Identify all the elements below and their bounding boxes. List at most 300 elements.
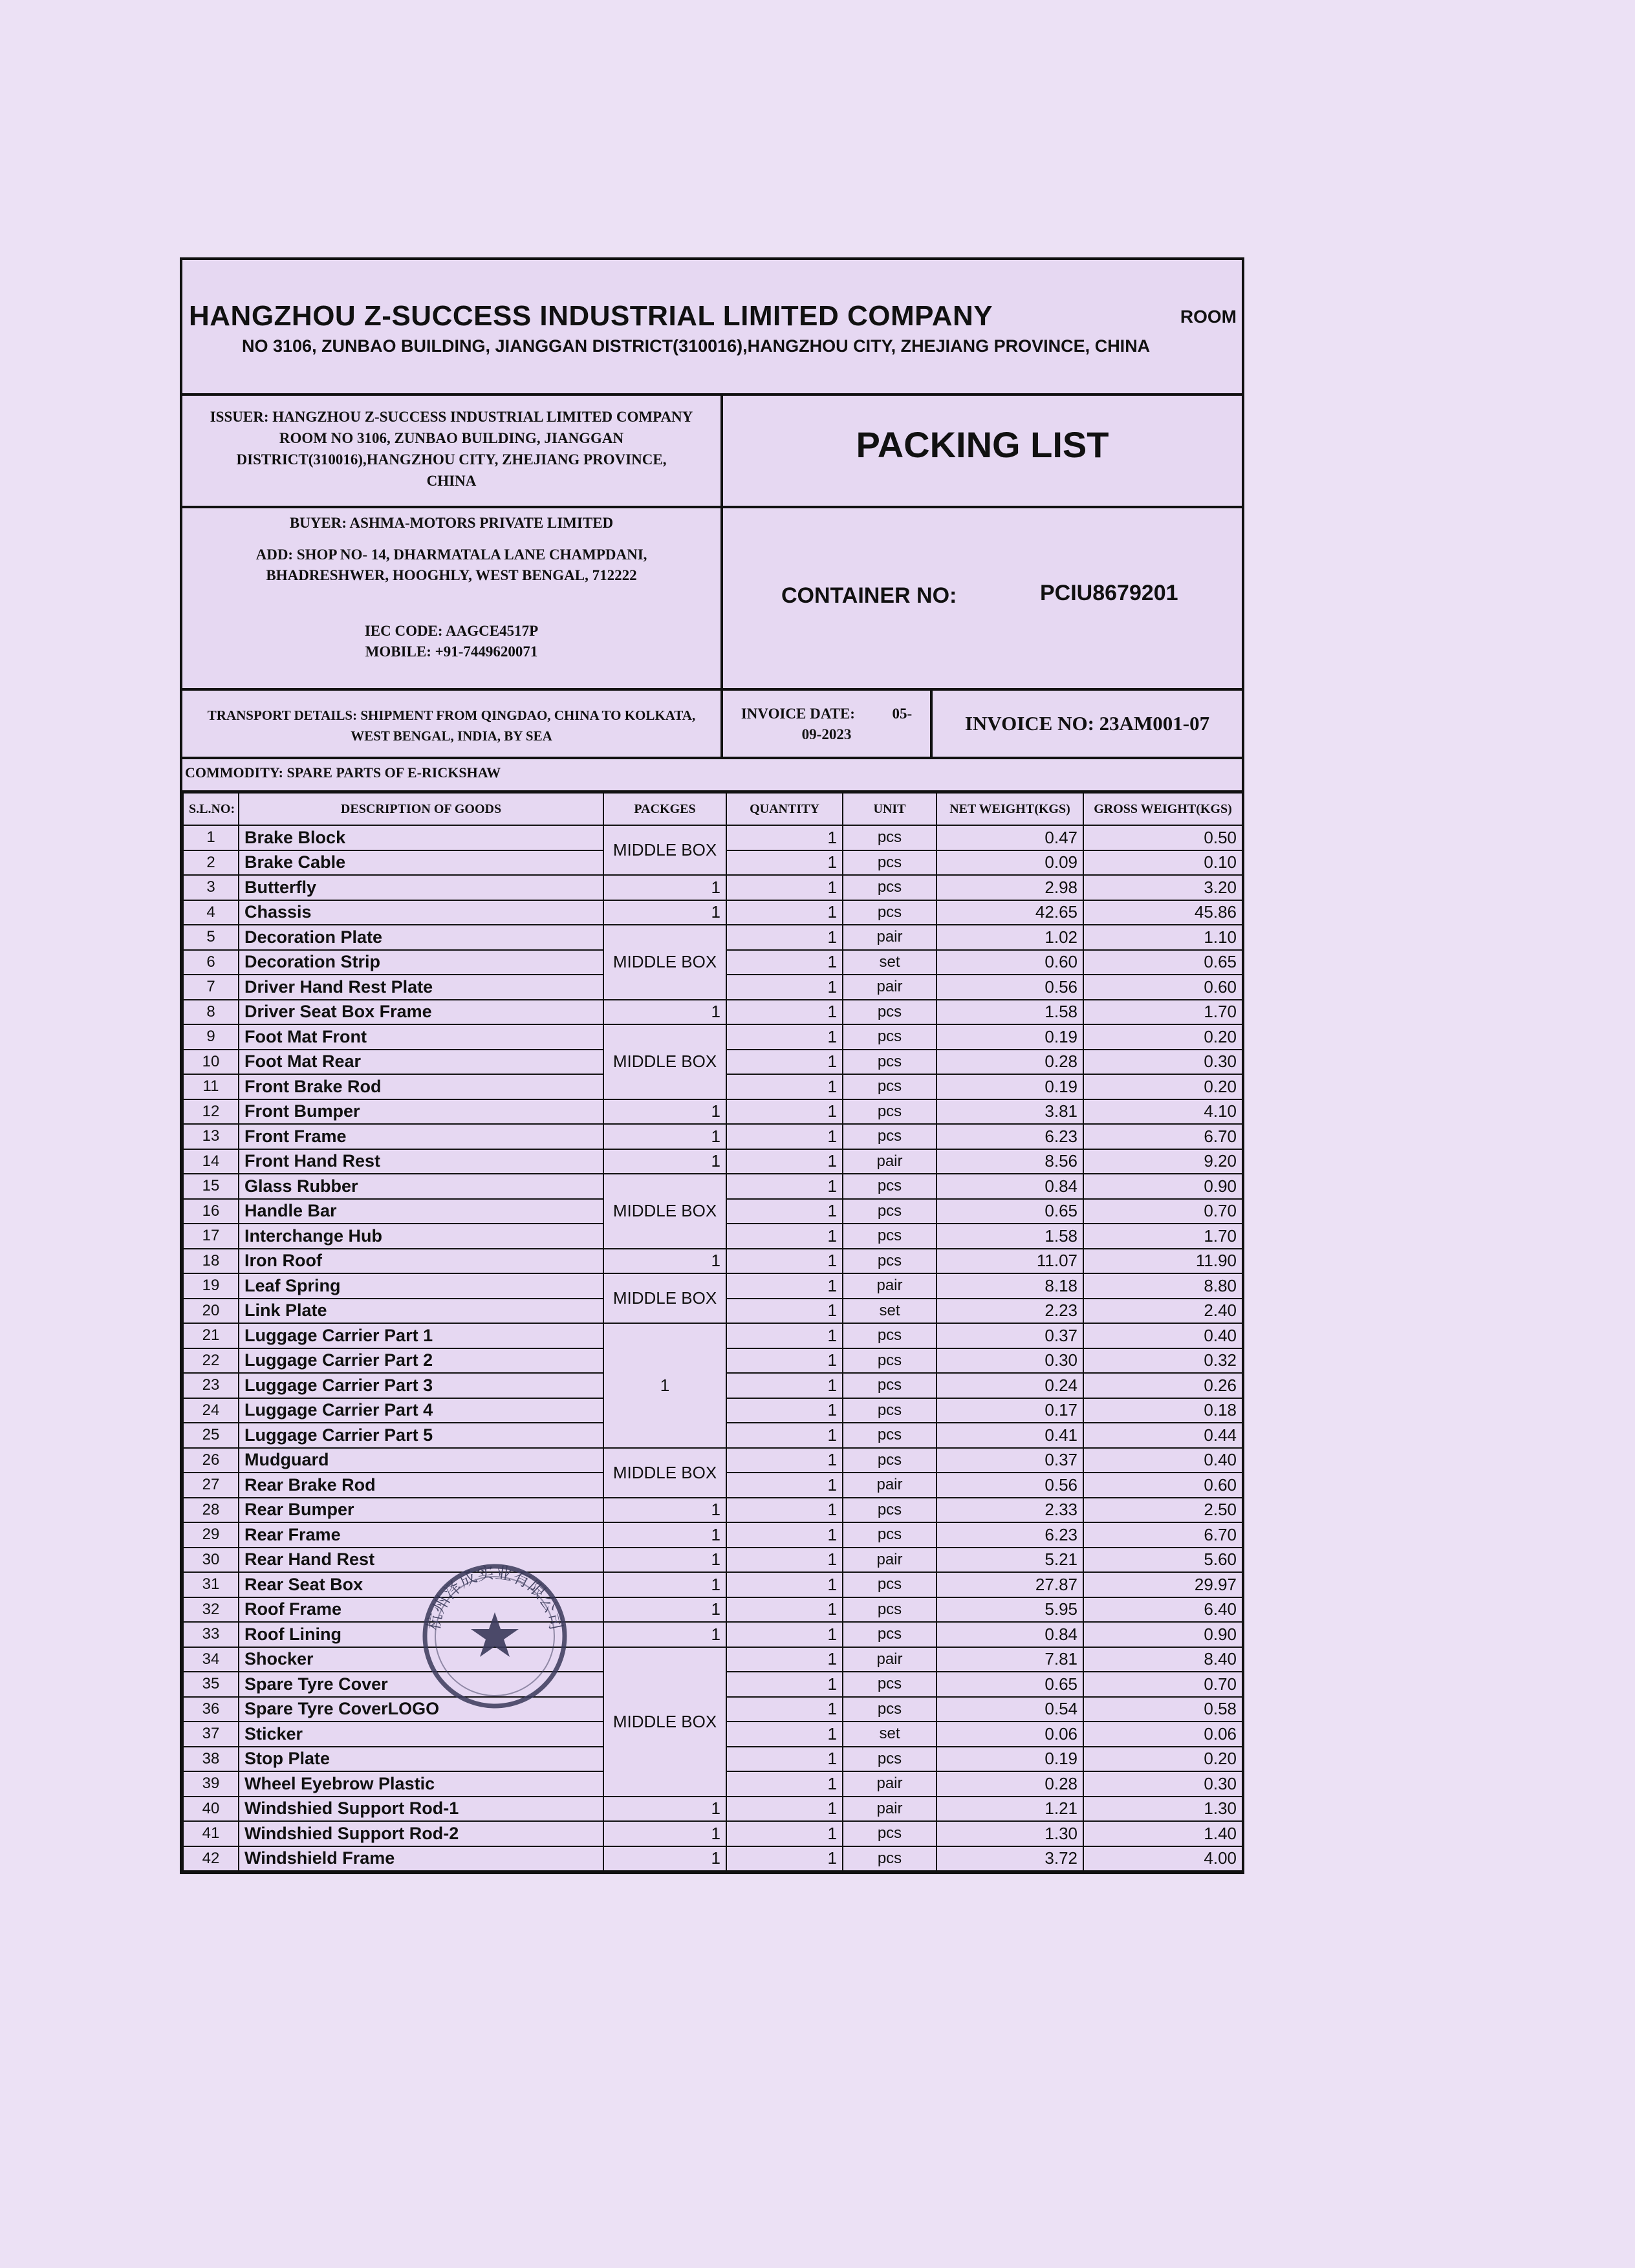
- buyer-row: [182, 508, 1242, 691]
- cell-quantity: 1: [726, 1597, 843, 1623]
- cell-gross-weight: 5.60: [1083, 1548, 1242, 1573]
- cell-net-weight: 8.56: [937, 1149, 1083, 1174]
- cell-gross-weight: 0.30: [1083, 1771, 1242, 1797]
- cell-sl: 26: [183, 1448, 239, 1473]
- col-header-sl: S.L.NO:: [183, 793, 239, 825]
- cell-unit: pcs: [843, 1249, 937, 1274]
- cell-quantity: 1: [726, 1174, 843, 1199]
- cell-description: Roof Lining: [239, 1622, 603, 1647]
- cell-sl: 8: [183, 1000, 239, 1025]
- cell-sl: 30: [183, 1548, 239, 1573]
- cell-sl: 21: [183, 1323, 239, 1348]
- cell-gross-weight: 0.44: [1083, 1423, 1242, 1448]
- cell-unit: pcs: [843, 875, 937, 900]
- container-number: PCIU8679201: [1040, 581, 1178, 605]
- cell-quantity: 1: [726, 1398, 843, 1423]
- issuer-line: ISSUER: HANGZHOU Z-SUCCESS INDUSTRIAL LIMITED COMPANY: [210, 409, 693, 425]
- cell-description: Brake Block: [239, 825, 603, 850]
- issuer-block: [182, 396, 723, 506]
- col-header-desc: DESCRIPTION OF GOODS: [239, 793, 603, 825]
- cell-description: Decoration Strip: [239, 950, 603, 975]
- cell-unit: pcs: [843, 1174, 937, 1199]
- cell-unit: pcs: [843, 850, 937, 876]
- cell-description: Interchange Hub: [239, 1224, 603, 1249]
- cell-unit: pcs: [843, 1747, 937, 1772]
- cell-packages: 1: [603, 1622, 726, 1647]
- cell-description: Front Frame: [239, 1124, 603, 1149]
- cell-quantity: 1: [726, 1124, 843, 1149]
- cell-gross-weight: 4.10: [1083, 1099, 1242, 1125]
- cell-net-weight: 1.58: [937, 1000, 1083, 1025]
- cell-quantity: 1: [726, 975, 843, 1000]
- cell-description: Handle Bar: [239, 1199, 603, 1224]
- cell-packages: MIDDLE BOX: [603, 1273, 726, 1323]
- transport-details: [182, 691, 723, 757]
- issuer-line: DISTRICT(310016),HANGZHOU CITY, ZHEJIANG PROVINCE,: [236, 451, 667, 468]
- container-block: [723, 508, 1242, 688]
- table-row: [183, 1448, 1242, 1473]
- table-row: [183, 1498, 1242, 1523]
- seal-text: 杭州泽成实业有限公司: [424, 1563, 566, 1632]
- cell-packages: 1: [603, 1498, 726, 1523]
- buyer-mobile: MOBILE: +91-7449620071: [365, 643, 538, 660]
- cell-sl: 7: [183, 975, 239, 1000]
- cell-description: Link Plate: [239, 1299, 603, 1324]
- company-address: NO 3106, ZUNBAO BUILDING, JIANGGAN DISTRICT(310016),HANGZHOU CITY, ZHEJIANG PROVINCE, CHINA: [242, 336, 1151, 356]
- document-frame: [180, 257, 1244, 792]
- cell-description: Brake Cable: [239, 850, 603, 876]
- cell-quantity: 1: [726, 925, 843, 950]
- cell-unit: set: [843, 1722, 937, 1747]
- cell-gross-weight: 9.20: [1083, 1149, 1242, 1174]
- buyer-address-line: BHADRESHWER, HOOGHLY, WEST BENGAL, 712222: [266, 567, 637, 583]
- cell-gross-weight: 0.70: [1083, 1199, 1242, 1224]
- cell-description: Shocker: [239, 1647, 603, 1672]
- table-row: [183, 1174, 1242, 1199]
- cell-gross-weight: 1.10: [1083, 925, 1242, 950]
- cell-net-weight: 0.19: [937, 1024, 1083, 1050]
- table-row: [183, 900, 1242, 925]
- cell-gross-weight: 0.65: [1083, 950, 1242, 975]
- cell-description: Windshied Support Rod-1: [239, 1797, 603, 1822]
- cell-quantity: 1: [726, 1647, 843, 1672]
- cell-net-weight: 1.21: [937, 1797, 1083, 1822]
- table-row: [183, 875, 1242, 900]
- cell-description: Foot Mat Rear: [239, 1050, 603, 1075]
- cell-unit: pcs: [843, 1697, 937, 1722]
- cell-net-weight: 0.84: [937, 1174, 1083, 1199]
- cell-net-weight: 0.56: [937, 975, 1083, 1000]
- cell-unit: pair: [843, 1473, 937, 1498]
- packing-list-sheet: [180, 257, 1244, 1874]
- cell-quantity: 1: [726, 1498, 843, 1523]
- cell-gross-weight: 6.70: [1083, 1124, 1242, 1149]
- cell-gross-weight: 3.20: [1083, 875, 1242, 900]
- cell-quantity: 1: [726, 1373, 843, 1398]
- cell-sl: 2: [183, 850, 239, 876]
- cell-sl: 23: [183, 1373, 239, 1398]
- table-row: [183, 1273, 1242, 1299]
- cell-sl: 20: [183, 1299, 239, 1324]
- cell-sl: 40: [183, 1797, 239, 1822]
- invoice-date-line: INVOICE DATE: 05-: [741, 706, 913, 722]
- cell-unit: pcs: [843, 1099, 937, 1125]
- cell-sl: 18: [183, 1249, 239, 1274]
- goods-table: [182, 792, 1243, 1872]
- cell-net-weight: 1.30: [937, 1821, 1083, 1846]
- cell-packages: 1: [603, 1323, 726, 1448]
- cell-unit: pcs: [843, 1498, 937, 1523]
- cell-unit: pcs: [843, 1348, 937, 1374]
- cell-quantity: 1: [726, 1000, 843, 1025]
- table-header-row: [183, 793, 1242, 825]
- cell-gross-weight: 0.26: [1083, 1373, 1242, 1398]
- cell-packages: 1: [603, 1000, 726, 1025]
- cell-description: Luggage Carrier Part 3: [239, 1373, 603, 1398]
- cell-net-weight: 8.18: [937, 1273, 1083, 1299]
- cell-gross-weight: 0.32: [1083, 1348, 1242, 1374]
- cell-description: Rear Bumper: [239, 1498, 603, 1523]
- cell-net-weight: 5.95: [937, 1597, 1083, 1623]
- cell-gross-weight: 0.20: [1083, 1747, 1242, 1772]
- commodity-line: COMMODITY: SPARE PARTS OF E-RICKSHAW: [182, 759, 1242, 792]
- cell-quantity: 1: [726, 1747, 843, 1772]
- cell-net-weight: 0.19: [937, 1074, 1083, 1099]
- cell-description: Windshield Frame: [239, 1846, 603, 1872]
- buyer-codes: [182, 621, 720, 662]
- col-header-unit: UNIT: [843, 793, 937, 825]
- company-name: HANGZHOU Z-SUCCESS INDUSTRIAL LIMITED COMPANY: [189, 300, 993, 332]
- cell-packages: 1: [603, 1099, 726, 1125]
- cell-description: Rear Seat Box: [239, 1572, 603, 1597]
- cell-net-weight: 0.54: [937, 1697, 1083, 1722]
- cell-unit: pcs: [843, 825, 937, 850]
- cell-sl: 41: [183, 1821, 239, 1846]
- cell-net-weight: 0.30: [937, 1348, 1083, 1374]
- cell-description: Driver Hand Rest Plate: [239, 975, 603, 1000]
- cell-net-weight: 42.65: [937, 900, 1083, 925]
- cell-unit: pair: [843, 925, 937, 950]
- cell-net-weight: 3.81: [937, 1099, 1083, 1125]
- cell-quantity: 1: [726, 1697, 843, 1722]
- cell-unit: pcs: [843, 1024, 937, 1050]
- buyer-address: [182, 545, 720, 586]
- table-row: [183, 1647, 1242, 1672]
- cell-unit: pcs: [843, 1373, 937, 1398]
- cell-sl: 29: [183, 1522, 239, 1548]
- cell-net-weight: 0.28: [937, 1050, 1083, 1075]
- cell-packages: MIDDLE BOX: [603, 1024, 726, 1099]
- cell-net-weight: 0.56: [937, 1473, 1083, 1498]
- cell-quantity: 1: [726, 1249, 843, 1274]
- issuer-line: ROOM NO 3106, ZUNBAO BUILDING, JIANGGAN: [279, 430, 624, 446]
- cell-unit: pair: [843, 1548, 937, 1573]
- table-row: [183, 1846, 1242, 1872]
- cell-gross-weight: 0.18: [1083, 1398, 1242, 1423]
- cell-description: Front Hand Rest: [239, 1149, 603, 1174]
- cell-unit: set: [843, 950, 937, 975]
- cell-quantity: 1: [726, 1672, 843, 1697]
- cell-packages: MIDDLE BOX: [603, 1448, 726, 1498]
- cell-unit: pcs: [843, 1622, 937, 1647]
- cell-quantity: 1: [726, 1299, 843, 1324]
- cell-net-weight: 0.47: [937, 825, 1083, 850]
- table-row: [183, 1024, 1242, 1050]
- cell-description: Rear Frame: [239, 1522, 603, 1548]
- cell-net-weight: 0.60: [937, 950, 1083, 975]
- cell-gross-weight: 0.90: [1083, 1622, 1242, 1647]
- table-row: [183, 1548, 1242, 1573]
- cell-description: Chassis: [239, 900, 603, 925]
- cell-packages: 1: [603, 1572, 726, 1597]
- cell-unit: pcs: [843, 1572, 937, 1597]
- cell-net-weight: 1.58: [937, 1224, 1083, 1249]
- table-row: [183, 1124, 1242, 1149]
- cell-gross-weight: 0.20: [1083, 1024, 1242, 1050]
- cell-quantity: 1: [726, 1522, 843, 1548]
- cell-quantity: 1: [726, 875, 843, 900]
- table-row: [183, 1000, 1242, 1025]
- cell-net-weight: 0.65: [937, 1672, 1083, 1697]
- cell-quantity: 1: [726, 1050, 843, 1075]
- cell-net-weight: 0.28: [937, 1771, 1083, 1797]
- cell-sl: 10: [183, 1050, 239, 1075]
- cell-packages: 1: [603, 1797, 726, 1822]
- cell-sl: 33: [183, 1622, 239, 1647]
- transport-line: TRANSPORT DETAILS: SHIPMENT FROM QINGDAO, CHINA TO KOLKATA,: [207, 707, 696, 723]
- cell-gross-weight: 1.70: [1083, 1224, 1242, 1249]
- col-header-gross: GROSS WEIGHT(KGS): [1083, 793, 1242, 825]
- cell-sl: 3: [183, 875, 239, 900]
- cell-description: Leaf Spring: [239, 1273, 603, 1299]
- cell-gross-weight: 0.60: [1083, 1473, 1242, 1498]
- cell-sl: 31: [183, 1572, 239, 1597]
- invoice-date-line: 09-2023: [801, 726, 852, 742]
- issuer-line: CHINA: [426, 473, 477, 489]
- cell-packages: MIDDLE BOX: [603, 1174, 726, 1249]
- cell-sl: 38: [183, 1747, 239, 1772]
- cell-quantity: 1: [726, 1771, 843, 1797]
- cell-gross-weight: 0.40: [1083, 1323, 1242, 1348]
- cell-gross-weight: 0.90: [1083, 1174, 1242, 1199]
- cell-description: Front Bumper: [239, 1099, 603, 1125]
- cell-packages: 1: [603, 1124, 726, 1149]
- cell-sl: 42: [183, 1846, 239, 1872]
- cell-description: Roof Frame: [239, 1597, 603, 1623]
- cell-packages: 1: [603, 1548, 726, 1573]
- cell-gross-weight: 45.86: [1083, 900, 1242, 925]
- cell-sl: 39: [183, 1771, 239, 1797]
- cell-quantity: 1: [726, 900, 843, 925]
- cell-packages: MIDDLE BOX: [603, 825, 726, 875]
- cell-unit: pcs: [843, 900, 937, 925]
- cell-quantity: 1: [726, 1572, 843, 1597]
- cell-sl: 17: [183, 1224, 239, 1249]
- cell-net-weight: 0.84: [937, 1622, 1083, 1647]
- table-row: [183, 1149, 1242, 1174]
- cell-quantity: 1: [726, 1199, 843, 1224]
- cell-sl: 11: [183, 1074, 239, 1099]
- cell-gross-weight: 6.40: [1083, 1597, 1242, 1623]
- container-label: CONTAINER NO:: [781, 583, 957, 608]
- cell-packages: 1: [603, 1522, 726, 1548]
- cell-sl: 16: [183, 1199, 239, 1224]
- cell-unit: pcs: [843, 1323, 937, 1348]
- cell-quantity: 1: [726, 1348, 843, 1374]
- cell-sl: 36: [183, 1697, 239, 1722]
- document-title: PACKING LIST: [856, 424, 1109, 465]
- cell-unit: pcs: [843, 1199, 937, 1224]
- cell-description: Windshied Support Rod-2: [239, 1821, 603, 1846]
- cell-net-weight: 0.65: [937, 1199, 1083, 1224]
- cell-description: Luggage Carrier Part 4: [239, 1398, 603, 1423]
- cell-packages: MIDDLE BOX: [603, 925, 726, 1000]
- cell-quantity: 1: [726, 1024, 843, 1050]
- cell-gross-weight: 11.90: [1083, 1249, 1242, 1274]
- cell-unit: pcs: [843, 1124, 937, 1149]
- cell-sl: 15: [183, 1174, 239, 1199]
- cell-description: Luggage Carrier Part 5: [239, 1423, 603, 1448]
- company-seal: [420, 1562, 569, 1711]
- cell-description: Luggage Carrier Part 2: [239, 1348, 603, 1374]
- company-header: [182, 260, 1242, 396]
- invoice-number: INVOICE NO: 23AM001-07: [964, 712, 1210, 735]
- cell-sl: 34: [183, 1647, 239, 1672]
- cell-quantity: 1: [726, 850, 843, 876]
- cell-packages: 1: [603, 1597, 726, 1623]
- cell-quantity: 1: [726, 1548, 843, 1573]
- invoice-date: [723, 691, 933, 757]
- cell-sl: 27: [183, 1473, 239, 1498]
- seal-star-icon: [471, 1612, 519, 1657]
- table-row: [183, 1522, 1242, 1548]
- cell-net-weight: 6.23: [937, 1124, 1083, 1149]
- cell-unit: pcs: [843, 1846, 937, 1872]
- cell-quantity: 1: [726, 1423, 843, 1448]
- cell-sl: 9: [183, 1024, 239, 1050]
- cell-quantity: 1: [726, 1099, 843, 1125]
- cell-net-weight: 0.19: [937, 1747, 1083, 1772]
- table-row: [183, 1821, 1242, 1846]
- table-row: [183, 1572, 1242, 1597]
- cell-unit: pcs: [843, 1000, 937, 1025]
- cell-unit: set: [843, 1299, 937, 1324]
- cell-gross-weight: 29.97: [1083, 1572, 1242, 1597]
- cell-description: Front Brake Rod: [239, 1074, 603, 1099]
- cell-packages: 1: [603, 1149, 726, 1174]
- table-row: [183, 1797, 1242, 1822]
- table-row: [183, 825, 1242, 850]
- cell-sl: 4: [183, 900, 239, 925]
- table-row: [183, 1622, 1242, 1647]
- table-row: [183, 1249, 1242, 1274]
- table-row: [183, 1323, 1242, 1348]
- transport-row: [182, 691, 1242, 759]
- cell-gross-weight: 0.58: [1083, 1697, 1242, 1722]
- cell-unit: pair: [843, 1149, 937, 1174]
- cell-net-weight: 0.06: [937, 1722, 1083, 1747]
- cell-packages: 1: [603, 900, 726, 925]
- cell-sl: 6: [183, 950, 239, 975]
- cell-net-weight: 11.07: [937, 1249, 1083, 1274]
- cell-net-weight: 0.37: [937, 1323, 1083, 1348]
- cell-net-weight: 2.23: [937, 1299, 1083, 1324]
- cell-sl: 14: [183, 1149, 239, 1174]
- cell-description: Sticker: [239, 1722, 603, 1747]
- cell-gross-weight: 1.30: [1083, 1797, 1242, 1822]
- cell-net-weight: 0.37: [937, 1448, 1083, 1473]
- cell-description: Luggage Carrier Part 1: [239, 1323, 603, 1348]
- transport-line: WEST BENGAL, INDIA, BY SEA: [351, 728, 552, 744]
- room-label: ROOM: [1180, 307, 1237, 327]
- cell-gross-weight: 0.30: [1083, 1050, 1242, 1075]
- cell-unit: pcs: [843, 1522, 937, 1548]
- cell-gross-weight: 2.40: [1083, 1299, 1242, 1324]
- cell-unit: pcs: [843, 1597, 937, 1623]
- cell-net-weight: 0.41: [937, 1423, 1083, 1448]
- cell-net-weight: 5.21: [937, 1548, 1083, 1573]
- col-header-net: NET WEIGHT(KGS): [937, 793, 1083, 825]
- cell-description: Wheel Eyebrow Plastic: [239, 1771, 603, 1797]
- buyer-address-line: ADD: SHOP NO- 14, DHARMATALA LANE CHAMPDANI,: [255, 546, 647, 563]
- cell-quantity: 1: [726, 1149, 843, 1174]
- col-header-qty: QUANTITY: [726, 793, 843, 825]
- cell-gross-weight: 1.70: [1083, 1000, 1242, 1025]
- cell-gross-weight: 4.00: [1083, 1846, 1242, 1872]
- cell-quantity: 1: [726, 1846, 843, 1872]
- buyer-name: BUYER: ASHMA-MOTORS PRIVATE LIMITED: [289, 515, 614, 531]
- table-row: [183, 925, 1242, 950]
- cell-gross-weight: 0.06: [1083, 1722, 1242, 1747]
- cell-net-weight: 3.72: [937, 1846, 1083, 1872]
- cell-unit: pcs: [843, 1821, 937, 1846]
- cell-sl: 1: [183, 825, 239, 850]
- cell-gross-weight: 0.70: [1083, 1672, 1242, 1697]
- cell-quantity: 1: [726, 1821, 843, 1846]
- cell-gross-weight: 0.10: [1083, 850, 1242, 876]
- cell-net-weight: 0.24: [937, 1373, 1083, 1398]
- cell-gross-weight: 8.40: [1083, 1647, 1242, 1672]
- cell-quantity: 1: [726, 825, 843, 850]
- cell-packages: 1: [603, 1821, 726, 1846]
- table-row: [183, 1597, 1242, 1623]
- cell-quantity: 1: [726, 1224, 843, 1249]
- cell-unit: pair: [843, 1771, 937, 1797]
- cell-description: Spare Tyre Cover: [239, 1672, 603, 1697]
- cell-gross-weight: 0.50: [1083, 825, 1242, 850]
- cell-description: Driver Seat Box Frame: [239, 1000, 603, 1025]
- cell-packages: 1: [603, 1846, 726, 1872]
- cell-gross-weight: 2.50: [1083, 1498, 1242, 1523]
- cell-sl: 12: [183, 1099, 239, 1125]
- cell-net-weight: 2.98: [937, 875, 1083, 900]
- cell-net-weight: 7.81: [937, 1647, 1083, 1672]
- cell-sl: 25: [183, 1423, 239, 1448]
- cell-quantity: 1: [726, 1323, 843, 1348]
- cell-description: Rear Hand Rest: [239, 1548, 603, 1573]
- cell-quantity: 1: [726, 1622, 843, 1647]
- cell-packages: 1: [603, 1249, 726, 1274]
- cell-packages: 1: [603, 875, 726, 900]
- cell-description: Rear Brake Rod: [239, 1473, 603, 1498]
- cell-quantity: 1: [726, 1074, 843, 1099]
- cell-sl: 13: [183, 1124, 239, 1149]
- cell-description: Stop Plate: [239, 1747, 603, 1772]
- goods-table-frame: [180, 792, 1244, 1874]
- cell-sl: 22: [183, 1348, 239, 1374]
- cell-sl: 37: [183, 1722, 239, 1747]
- cell-unit: pcs: [843, 1074, 937, 1099]
